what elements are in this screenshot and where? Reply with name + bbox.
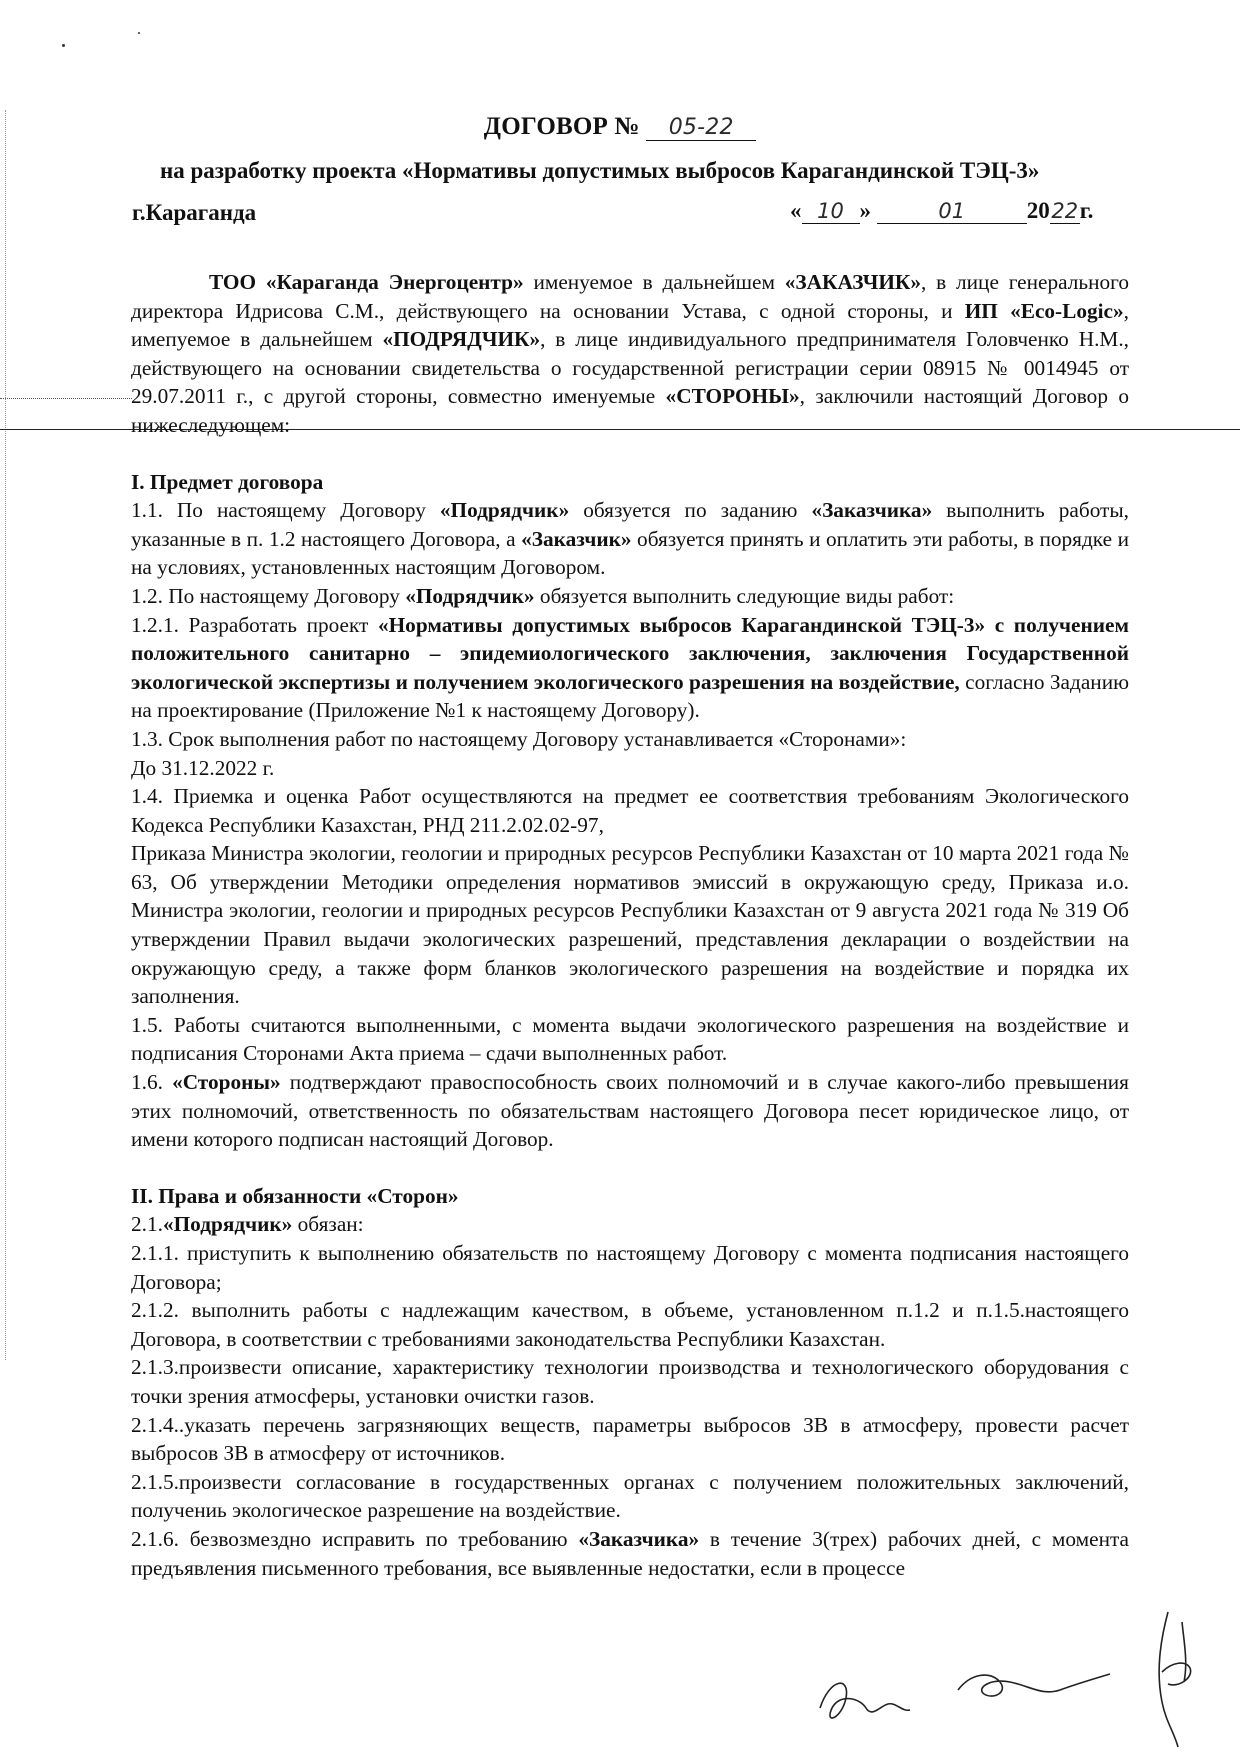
preamble: ТОО «Караганда Энергоцентр» именуемое в дальнейшем «ЗАКАЗЧИК», в лице генерального директора Идрисова С.М., действующего на основании Устава, с одной стороны, и ИП «Eco-Logic», имепуемое в дальнейшем «ПОДРЯДЧИК», в лице индивидуального предпринимателя Головченко Н.М., действующего на основании свидетельства о государственной регистрации серии 08915 № 0014945 от 29.07.2011 г., с другой стороны, совместно именуемые «СТОРОНЫ», заключили настоящий Договор о нижеследующем: (131, 270, 1129, 437)
scan-speck (62, 44, 65, 47)
clause-2-1-6: 2.1.6. безвозмездно исправить по требованию «Заказчика» в течение 3(трех) рабочих дней, с момента предъявления письменного требования, все выявленные недостатки, если в процессе (131, 1526, 1130, 1580)
date-year-prefix: 20 (1026, 198, 1050, 223)
scan-dotted-line (0, 398, 132, 399)
clause-1-3: 1.3. Срок выполнения работ по настоящему Договору устанавливается «Сторонами»: (131, 726, 907, 751)
clause-2-1-2: 2.1.2. выполнить работы с надлежащим качеством, в объеме, установленном п.1.2 и п.1.5.настоящего Договора, в соответствии с требованиями законодательства Республики Казахстан. (131, 1298, 1129, 1351)
clause-2-1-3: 2.1.3.произвести описание, характеристику технологии производства и технологического оборудования с точки зрения атмосферы, установки очистки газов. (131, 1355, 1129, 1408)
spacer (131, 1154, 1129, 1182)
city: г.Караганда (132, 200, 257, 225)
date-month: 01 (877, 199, 1027, 224)
contract-date (790, 198, 1093, 224)
contract-body (131, 268, 1129, 1582)
clause-1-2: 1.2. По настоящему Договору «Подрядчик» обязуется выполнить следующие виды работ: (131, 583, 955, 608)
scan-speck (138, 32, 140, 34)
clause-1-5: 1.5. Работы считаются выполненными, с момента выдачи экологического разрешения на воздействие и подписания Сторонами Акта приема – сдачи выполненных работ. (131, 1012, 1129, 1066)
clause-2-1-1: 2.1.1. приступить к выполнению обязательств по настоящему Договору с момента подписания настоящего Договора; (131, 1241, 1129, 1294)
document-title (0, 113, 1240, 141)
spacer (131, 440, 1129, 468)
clause-1-4: 1.4. Приемка и оценка Работ осуществляются на предмет ее соответствия требованиям Экологического Кодекса Республики Казахстан, РНД 211.2.02.02-97, (131, 784, 1129, 837)
signature-bottom-left (810, 1668, 920, 1738)
document-subtitle: на разработку проекта «Нормативы допустимых выбросов Карагандинской ТЭЦ-3» (160, 158, 1040, 183)
date-open-quote: « (790, 198, 802, 223)
clause-1-1: 1.1. По настоящему Договору «Подрядчик» обязуется по заданию «Заказчика» выполнить работы, указанные в п. 1.2 настоящего Договора, а «Заказчик» обязуется принять и оплатить эти работы, в порядке и на условиях, установленных настоящим Договором. (131, 498, 1129, 580)
clause-2-1-4: 2.1.4..указать перечень загрязняющих веществ, параметры выбросов ЗВ в атмосферу, провести расчет выбросов ЗВ в атмосферу от источников. (131, 1412, 1129, 1466)
date-year-suffix: 22 (1051, 199, 1079, 223)
date-day: 10 (802, 199, 860, 224)
clause-2-1-5: 2.1.5.произвести согласование в государственных органах с получением положительных заключений, получениь экологическое разрешение на воздействие. (131, 1469, 1129, 1523)
date-year-end: г. (1079, 198, 1094, 223)
clause-1-3-deadline: До 31.12.2022 г. (131, 755, 275, 780)
contract-number: 05-22 (646, 115, 756, 141)
clause-1-4-continued: Приказа Министра экологии, геологии и природных ресурсов Республики Казахстан от 10 марта 2021 года № 63, Об утверждении Методики определения нормативов эмиссий в окружающую среду, Приказа и.о. Министра экологии, геологии и природных ресурсов Республики Казахстан от 9 августа 2021 года № 319 Об утверждении Правил выдачи экологических разрешений, представления декларации о воздействии на окружающую среду, а также форм бланков экологического разрешения на воздействие и порядка их заполнения. (131, 841, 1129, 1009)
clause-1-6: 1.6. «Стороны» подтверждают правоспособность своих полномочий и в случае какого-либо превышения этих полномочий, ответственность по обязательствам настоящего Договора песет юридическое лицо, от имени которого подписан настоящий Договор. (131, 1070, 1129, 1152)
clause-2-1: 2.1.«Подрядчик» обязан: (131, 1212, 364, 1237)
clause-1-2-1: 1.2.1. Разработать проект «Нормативы допустимых выбросов Карагандинской ТЭЦ-3» с получением положительного санитарно – эпидемиологического заключения, заключения Государственной экологической экспертизы и получением экологического разрешения на воздействие, согласно Заданию на проектирование (Приложение №1 к настоящему Договору). (131, 612, 1130, 723)
signature-bottom-right (950, 1660, 1120, 1720)
section-2-heading: II. Права и обязанности «Сторон» (131, 1183, 459, 1208)
scan-margin-marks (5, 110, 10, 1360)
signature-right-margin (1138, 1602, 1208, 1752)
section-1-heading: I. Предмет договора (131, 469, 324, 494)
title-prefix: ДОГОВОР № (483, 113, 640, 140)
date-close-quote: » (859, 198, 871, 223)
